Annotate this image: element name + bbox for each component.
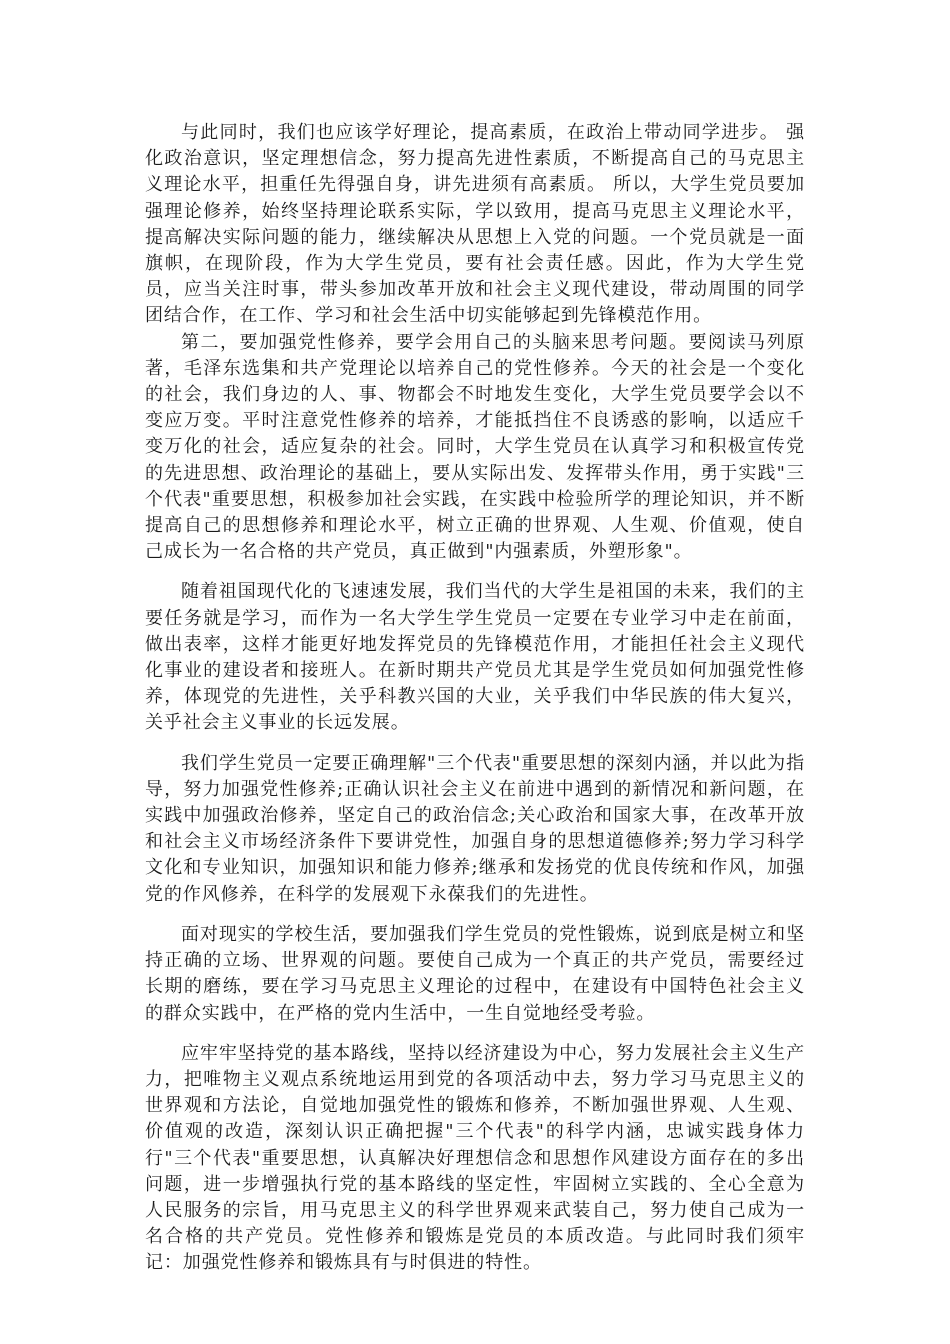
paragraph-4: 我们学生党员一定要正确理解"三个代表"重要思想的深刻内涵，并以此为指导，努力加强党性修养;正确认识社会主义在前进中遇到的新情况和新问题，在实践中加强政治修养，坚定自己的政治信念;关心政治和国家大事，在改革开放和社会主义市场经济条件下要讲党性，加强自身的思想道德修养;努力学习科学文化和专业知识，加强知识和能力修养;继承和发扬党的优良传统和作风，加强党的作风修养，在科学的发展观下永葆我们的先进性。: [145, 752, 805, 905]
paragraph-2: 第二，要加强党性修养，要学会用自己的头脑来思考问题。要阅读马列原著，毛泽东选集和共产党理论以培养自己的党性修养。今天的社会是一个变化的社会，我们身边的人、事、物都会不时地发生变化，大学生党员要学会以不变应万变。平时注意党性修养的培养，才能抵挡住不良诱惑的影响，以适应千变万化的社会，适应复杂的社会。同时，大学生党员在认真学习和积极宣传党的先进思想、政治理论的基础上，要从实际出发、发挥带头作用，勇于实践"三个代表"重要思想，积极参加社会实践，在实践中检验所学的理论知识，并不断提高自己的思想修养和理论水平，树立正确的世界观、人生观、价值观，使自己成长为一名合格的共产党员，真正做到"内强素质，外塑形象"。: [145, 331, 805, 563]
paragraph-6: 应牢牢坚持党的基本路线，坚持以经济建设为中心，努力发展社会主义生产力，把唯物主义观点系统地运用到党的各项活动中去，努力学习马克思主义的世界观和方法论，自觉地加强党性的锻炼和修养，不断加强世界观、人生观、价值观的改造，深刻认识正确把握"三个代表"的科学内涵，忠诚实践身体力行"三个代表"重要思想，认真解决好理想信念和思想作风建设方面存在的多出问题，进一步增强执行党的基本路线的坚定性，牢固树立实践的、全心全意为人民服务的宗旨，用马克思主义的科学世界观来武装自己，努力使自己成为一名合格的共产党员。党性修养和锻炼是党员的本质改造。与此同时我们须牢记：加强党性修养和锻炼具有与时俱进的特性。: [145, 1042, 805, 1274]
paragraph-1: 与此同时，我们也应该学好理论，提高素质，在政治上带动同学进步。 强化政治意识，坚定理想信念，努力提高先进性素质，不断提高自己的马克思主义理论水平，担重任先得强自身，讲先进须有高素质。 所以，大学生党员要加强理论修养，始终坚持理论联系实际，学以致用，提高马克思主义理论水平，提高解决实际问题的能力，继续解决从思想上入党的问题。一个党员就是一面旗帜，在现阶段，作为大学生党员，要有社会责任感。因此，作为大学生党员，应当关注时事，带头参加改革开放和社会主义现代建设，带动周围的同学团结合作，在工作、学习和社会生活中切实能够起到先锋模范作用。: [145, 122, 805, 327]
document-body: [145, 120, 805, 1277]
paragraph-5: 面对现实的学校生活，要加强我们学生党员的党性锻炼，说到底是树立和坚持正确的立场、世界观的问题。要使自己成为一个真正的共产党员，需要经过长期的磨练，要在学习马克思主义理论的过程中，在建设有中国特色社会主义的群众实践中，在严格的党内生活中，一生自觉地经受考验。: [145, 923, 805, 1024]
paragraph-3: 随着祖国现代化的飞速速发展，我们当代的大学生是祖国的未来，我们的主要任务就是学习，而作为一名大学生学生党员一定要在专业学习中走在前面，做出表率，这样才能更好地发挥党员的先锋模范作用，才能担任社会主义现代化事业的建设者和接班人。在新时期共产党员尤其是学生党员如何加强党性修养，体现党的先进性，关乎科教兴国的大业，关乎我们中华民族的伟大复兴，关乎社会主义事业的长远发展。: [145, 581, 805, 734]
